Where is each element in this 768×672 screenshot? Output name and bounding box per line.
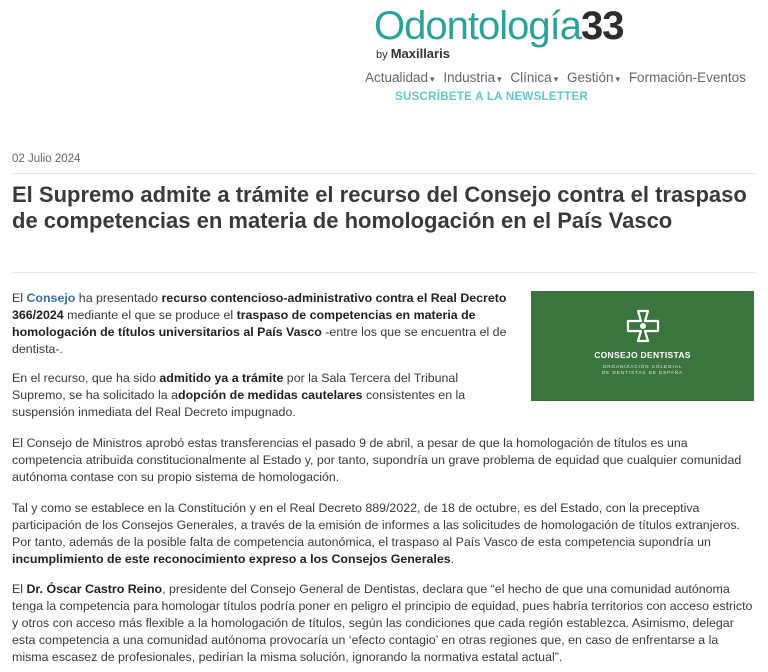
text: por la Sala Tercera del Tribunal Supremo, se ha solicitado la a xyxy=(12,371,459,402)
chevron-down-icon: ▾ xyxy=(553,74,559,84)
bold-text: Dr. Óscar Castro Reino xyxy=(26,582,163,596)
logo-by: by xyxy=(376,49,388,61)
logo-wordmark xyxy=(374,4,623,48)
nav-item-industria[interactable] xyxy=(443,70,501,85)
bold-text: incumplimiento de este reconocimiento expreso a los Consejos Generales xyxy=(12,552,451,566)
article-paragraph-1 xyxy=(12,290,512,358)
nav-item-actualidad[interactable] xyxy=(365,70,435,85)
text: El xyxy=(12,291,27,305)
chevron-down-icon: ▾ xyxy=(430,74,435,84)
divider xyxy=(12,173,756,174)
text: mediante el que se produce el xyxy=(63,308,237,322)
text: . xyxy=(450,552,455,566)
text: -entre los que se encuentra el de dentista-. xyxy=(12,325,507,356)
consejo-dentistas-image xyxy=(531,291,754,401)
badge-subtitle-line: DE DENTISTAS DE ESPAÑA xyxy=(601,370,684,375)
logo-brand: Maxillaris xyxy=(390,46,450,61)
nav-label: Formación-Eventos xyxy=(628,70,746,85)
nav-label: Gestión xyxy=(566,70,614,85)
badge-title: CONSEJO DENTISTAS xyxy=(594,350,691,360)
text: Tal y como se establece en la Constitución y en el Real Decreto 889/2022, de 18 de octubre, es del Estado, con la preceptiva participación de los Consejos Generales, a través de la emisión de informes a las solicitudes de homologación de títulos extranjeros. Por tanto, además de la posible falta de competencia autonómica, el traspaso al País Vasco de esta competencia supondría un xyxy=(12,501,740,549)
article-paragraph-3: El Consejo de Ministros aprobó estas transferencias el pasado 9 de abril, a pesar de que la homologación de títulos es una competencia atribuida constitucionalmente al Estado y, por tanto, supondría un grave problema de equidad que cualquier comunidad autónoma contase con su propio sistema de homologación. xyxy=(12,436,742,484)
badge-subtitle-line: ORGANIZACIÓN COLEGIAL xyxy=(602,364,683,369)
nav-item-gestion[interactable] xyxy=(567,70,620,85)
consejo-link[interactable]: Consejo xyxy=(26,291,76,305)
nav-item-formacion-eventos[interactable] xyxy=(629,70,748,85)
text: ha presentado xyxy=(75,291,162,305)
nav-item-clinica[interactable] xyxy=(510,70,558,85)
badge-subtitle xyxy=(531,364,754,376)
text: , presidente del Consejo General de Dentistas, declara que “el hecho de que una comunidad autónoma tenga la competencia para homologar títulos podría poner en peligro el principio de equidad, pues habría territorios con acceso estricto y otros con acceso más flexible a la homologación de títulos, según las condiciones que cada región establezca. Asimismo, delegar esta competencia a una comunidad autónoma provocaría un ‘efecto contagio’ en otras regiones que, en caso de enfrentarse a la misma escasez de profesionales, pedirían la misma solución, ignorando la normativa estatal actual”. xyxy=(12,582,753,664)
bold-text: dopción de medidas cautelares xyxy=(178,388,363,402)
text: consistentes en la suspensión inmediata del Real Decreto impugnado. xyxy=(12,388,466,419)
bold-text: admitido ya a trámite xyxy=(159,371,284,385)
logo-number: 33 xyxy=(580,4,624,48)
cross-emblem-icon xyxy=(626,309,660,343)
article-paragraph-4 xyxy=(12,500,756,568)
article-paragraph-2 xyxy=(12,370,512,421)
logo-byline xyxy=(376,46,450,61)
text: En el recurso, que ha sido xyxy=(12,371,160,385)
nav-label: Clínica xyxy=(510,70,552,85)
article-title: El Supremo admite a trámite el recurso del Consejo contra el traspaso de competencias en materia de homologación en el País Vasco xyxy=(12,182,747,233)
bold-text: recurso contencioso-administrativo contra el Real Decreto 366/2024 xyxy=(12,291,507,322)
logo-text: Odontología xyxy=(374,4,581,48)
chevron-down-icon: ▾ xyxy=(497,74,502,84)
site-logo[interactable] xyxy=(374,4,624,61)
main-nav xyxy=(365,70,753,85)
nav-label: Industria xyxy=(443,70,496,85)
chevron-down-icon: ▾ xyxy=(615,74,621,84)
text: El xyxy=(12,582,27,596)
article-date: 02 Julio 2024 xyxy=(12,153,81,165)
newsletter-link[interactable]: SUSCRÍBETE A LA NEWSLETTER xyxy=(395,91,589,103)
nav-label: Actualidad xyxy=(365,70,429,85)
article-paragraph-5 xyxy=(12,581,756,666)
site-header xyxy=(0,0,768,140)
divider xyxy=(12,272,756,273)
bold-text: traspaso de competencias en materia de homologación de títulos universitarios al País Vasco xyxy=(12,308,476,339)
